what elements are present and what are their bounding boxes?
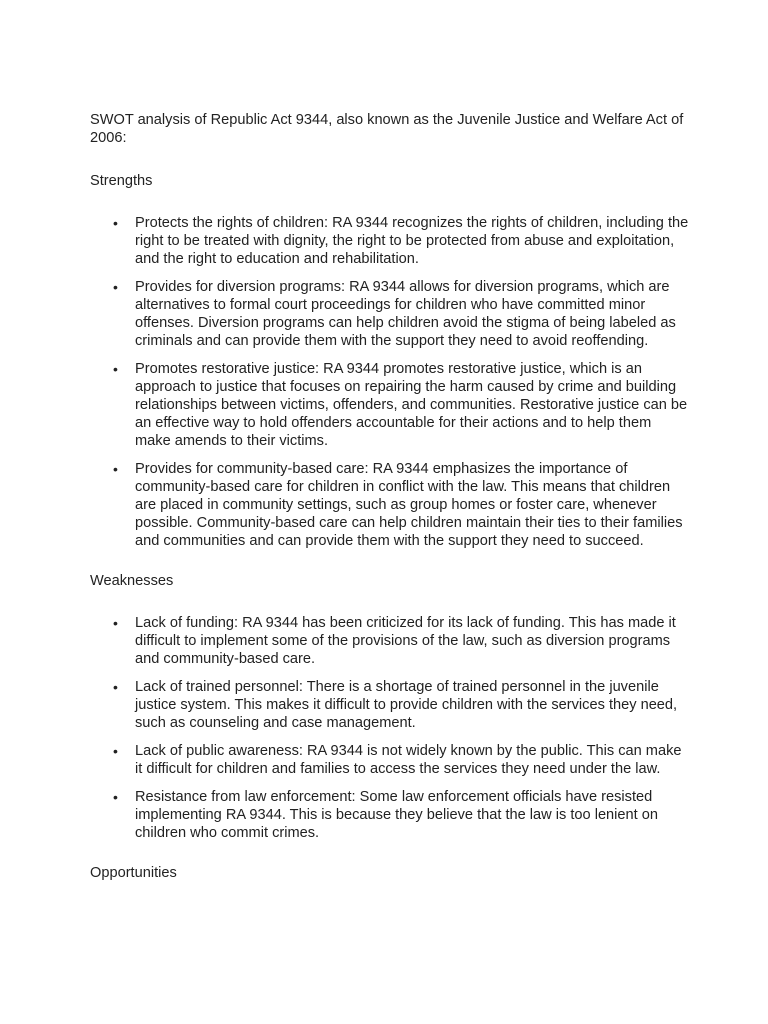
weakness-item-text: Resistance from law enforcement: Some law enforcement officials have resisted implementing RA 9344. This is because they believe that the law is too lenient on children who commit crimes. <box>135 789 658 841</box>
bullet-icon: • <box>113 461 118 477</box>
opportunities-heading: Opportunities <box>90 865 177 881</box>
weaknesses-list <box>90 614 690 842</box>
weakness-item-text: Lack of funding: RA 9344 has been criticized for its lack of funding. This has made it difficult to implement some of the provisions of the law, such as diversion programs and community-based care. <box>135 615 676 667</box>
strength-item-text: Provides for community-based care: RA 9344 emphasizes the importance of community-based care for children in conflict with the law. This means that children are placed in community settings, such as group homes or foster care, whenever possible. Community-based care can help children maintain their ties to their families and communities and can provide them with the support they need to succeed. <box>135 461 683 549</box>
weaknesses-heading: Weaknesses <box>90 573 174 589</box>
intro-paragraph: SWOT analysis of Republic Act 9344, also known as the Juvenile Justice and Welfare Act of 2006: <box>90 112 684 146</box>
bullet-icon: • <box>113 789 118 805</box>
strength-item-text: Protects the rights of children: RA 9344 recognizes the rights of children, including the right to be treated with dignity, the right to be protected from abuse and exploitation, and the right to education and rehabilitation. <box>135 215 689 267</box>
strength-item-text: Provides for diversion programs: RA 9344 allows for diversion programs, which are alternatives to formal court proceedings for children who have committed minor offenses. Diversion programs can help children avoid the stigma of being labeled as criminals and can provide them with the support they need to avoid reoffending. <box>135 279 676 349</box>
bullet-icon: • <box>113 679 118 695</box>
strengths-list <box>90 214 690 550</box>
weaknesses-list-item <box>90 678 690 732</box>
bullet-icon: • <box>113 279 118 295</box>
strengths-heading: Strengths <box>90 173 153 189</box>
bullet-icon: • <box>113 615 118 631</box>
document-page <box>90 111 690 882</box>
weakness-item-text: Lack of public awareness: RA 9344 is not widely known by the public. This can make it difficult for children and families to access the services they need under the law. <box>135 743 682 777</box>
strengths-list-item <box>90 278 690 350</box>
strengths-list-item <box>90 460 690 550</box>
weaknesses-list-item <box>90 614 690 668</box>
weakness-item-text: Lack of trained personnel: There is a shortage of trained personnel in the juvenile justice system. This makes it difficult to provide children with the services they need, such as counseling and case management. <box>135 679 678 731</box>
strength-item-text: Promotes restorative justice: RA 9344 promotes restorative justice, which is an approach to justice that focuses on repairing the harm caused by crime and building relationships between victims, offenders, and communities. Restorative justice can be an effective way to hold offenders accountable for their actions and to help them make amends to their victims. <box>135 361 688 449</box>
weaknesses-list-item <box>90 788 690 842</box>
weaknesses-list-item <box>90 742 690 778</box>
bullet-icon: • <box>113 361 118 377</box>
strengths-list-item <box>90 360 690 450</box>
bullet-icon: • <box>113 215 118 231</box>
bullet-icon: • <box>113 743 118 759</box>
strengths-list-item <box>90 214 690 268</box>
